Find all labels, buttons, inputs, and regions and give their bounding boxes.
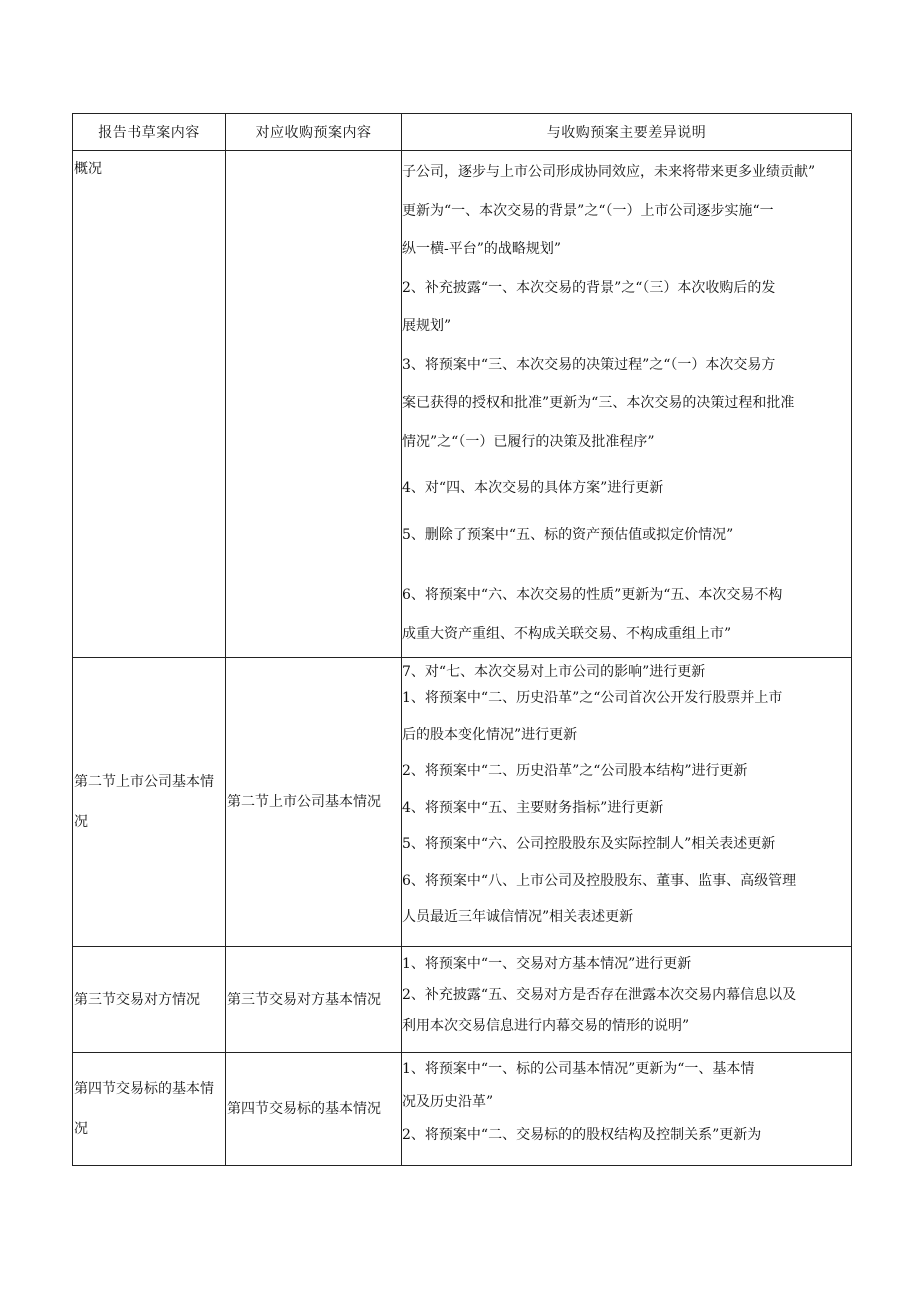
cell-difference	[402, 658, 852, 947]
difference-line: 情况”之“（一）已履行的决策及批准程序”	[402, 433, 655, 450]
table-row	[73, 947, 852, 1053]
section-label: 概况	[74, 161, 102, 177]
difference-line: 子公司，逐步与上市公司形成协同效应，未来将带来更多业绩贡献”	[402, 164, 816, 180]
table-row	[73, 151, 852, 658]
header-plan-content: 对应收购预案内容	[226, 114, 402, 151]
section-label: 第四节交易标的基本情况	[227, 1101, 381, 1117]
difference-line: 6、将预案中“八、上市公司及控股股东、董事、监事、高级管理	[402, 872, 797, 889]
cell-difference	[402, 151, 852, 680]
header-difference: 与收购预案主要差异说明	[402, 114, 852, 151]
difference-line: 利用本次交易信息进行内幕交易的情形的说明”	[402, 1018, 690, 1034]
cell-plan-section	[226, 1053, 402, 1166]
difference-line: 况及历史沿革”	[402, 1094, 494, 1110]
cell-difference	[402, 1053, 852, 1166]
section-label: 第二节上市公司基本情况	[227, 794, 381, 810]
cell-report-section	[73, 947, 226, 1053]
difference-line: 案已获得的授权和批准”更新为“三、本次交易的决策过程和批准	[402, 395, 795, 411]
difference-line: 2、将预案中“二、历史沿革”之“公司股本结构”进行更新	[402, 763, 748, 779]
difference-line: 4、对“四、本次交易的具体方案”进行更新	[402, 480, 664, 496]
comparison-table	[72, 113, 852, 1166]
difference-line: 2、将预案中“二、交易标的的股权结构及控制关系”更新为	[402, 1127, 762, 1143]
section-label: 第四节交易标的基本情况	[74, 1081, 214, 1137]
difference-line: 更新为“一、本次交易的背景”之“（一）上市公司逐步实施“一	[402, 202, 774, 219]
section-label: 第三节交易对方基本情况	[227, 991, 381, 1008]
cell-report-section	[73, 151, 226, 658]
table-header-row	[73, 114, 852, 151]
section-label: 第二节上市公司基本情况	[74, 774, 214, 830]
difference-line: 7、对“七、本次交易对上市公司的影响”进行更新	[402, 664, 706, 680]
difference-line: 5、删除了预案中“五、标的资产预估值或拟定价情况”	[402, 526, 734, 543]
cell-plan-section	[226, 947, 402, 1053]
cell-plan-section	[226, 658, 402, 947]
difference-line: 展规划”	[402, 318, 452, 334]
difference-line: 人员最近三年诚信情况”相关表述更新	[402, 909, 634, 925]
cell-difference	[402, 947, 852, 1053]
difference-line: 成重大资产重组、不构成关联交易、不构成重组上市”	[402, 625, 732, 642]
difference-line: 6、将预案中“六、本次交易的性质”更新为“五、本次交易不构	[402, 587, 783, 603]
difference-line: 后的股本变化情况”进行更新	[402, 726, 578, 743]
difference-line: 4、将预案中“五、主要财务指标”进行更新	[402, 799, 664, 816]
difference-line: 2、补充披露“五、交易对方是否存在泄露本次交易内幕信息以及	[402, 987, 797, 1003]
difference-line: 1、将预案中“一、交易对方基本情况”进行更新	[402, 956, 692, 972]
cell-plan-section	[226, 151, 402, 658]
header-report-draft: 报告书草案内容	[73, 114, 226, 151]
section-label: 第三节交易对方情况	[74, 991, 200, 1008]
difference-line: 1、将预案中“一、标的公司基本情况”更新为“一、基本情	[402, 1061, 755, 1077]
difference-line: 2、补充披露“一、本次交易的背景”之“（三）本次收购后的发	[402, 279, 776, 296]
difference-line: 3、将预案中“三、本次交易的决策过程”之“（一）本次交易方	[402, 356, 776, 373]
difference-line: 1、将预案中“二、历史沿革”之“公司首次公开发行股票并上市	[402, 690, 783, 706]
difference-line: 纵一横-平台”的战略规划”	[402, 241, 562, 257]
table-row	[73, 658, 852, 947]
cell-report-section	[73, 658, 226, 947]
cell-report-section	[73, 1053, 226, 1166]
difference-line: 5、将预案中“六、公司控股股东及实际控制人”相关表述更新	[402, 836, 776, 852]
table-row	[73, 1053, 852, 1166]
